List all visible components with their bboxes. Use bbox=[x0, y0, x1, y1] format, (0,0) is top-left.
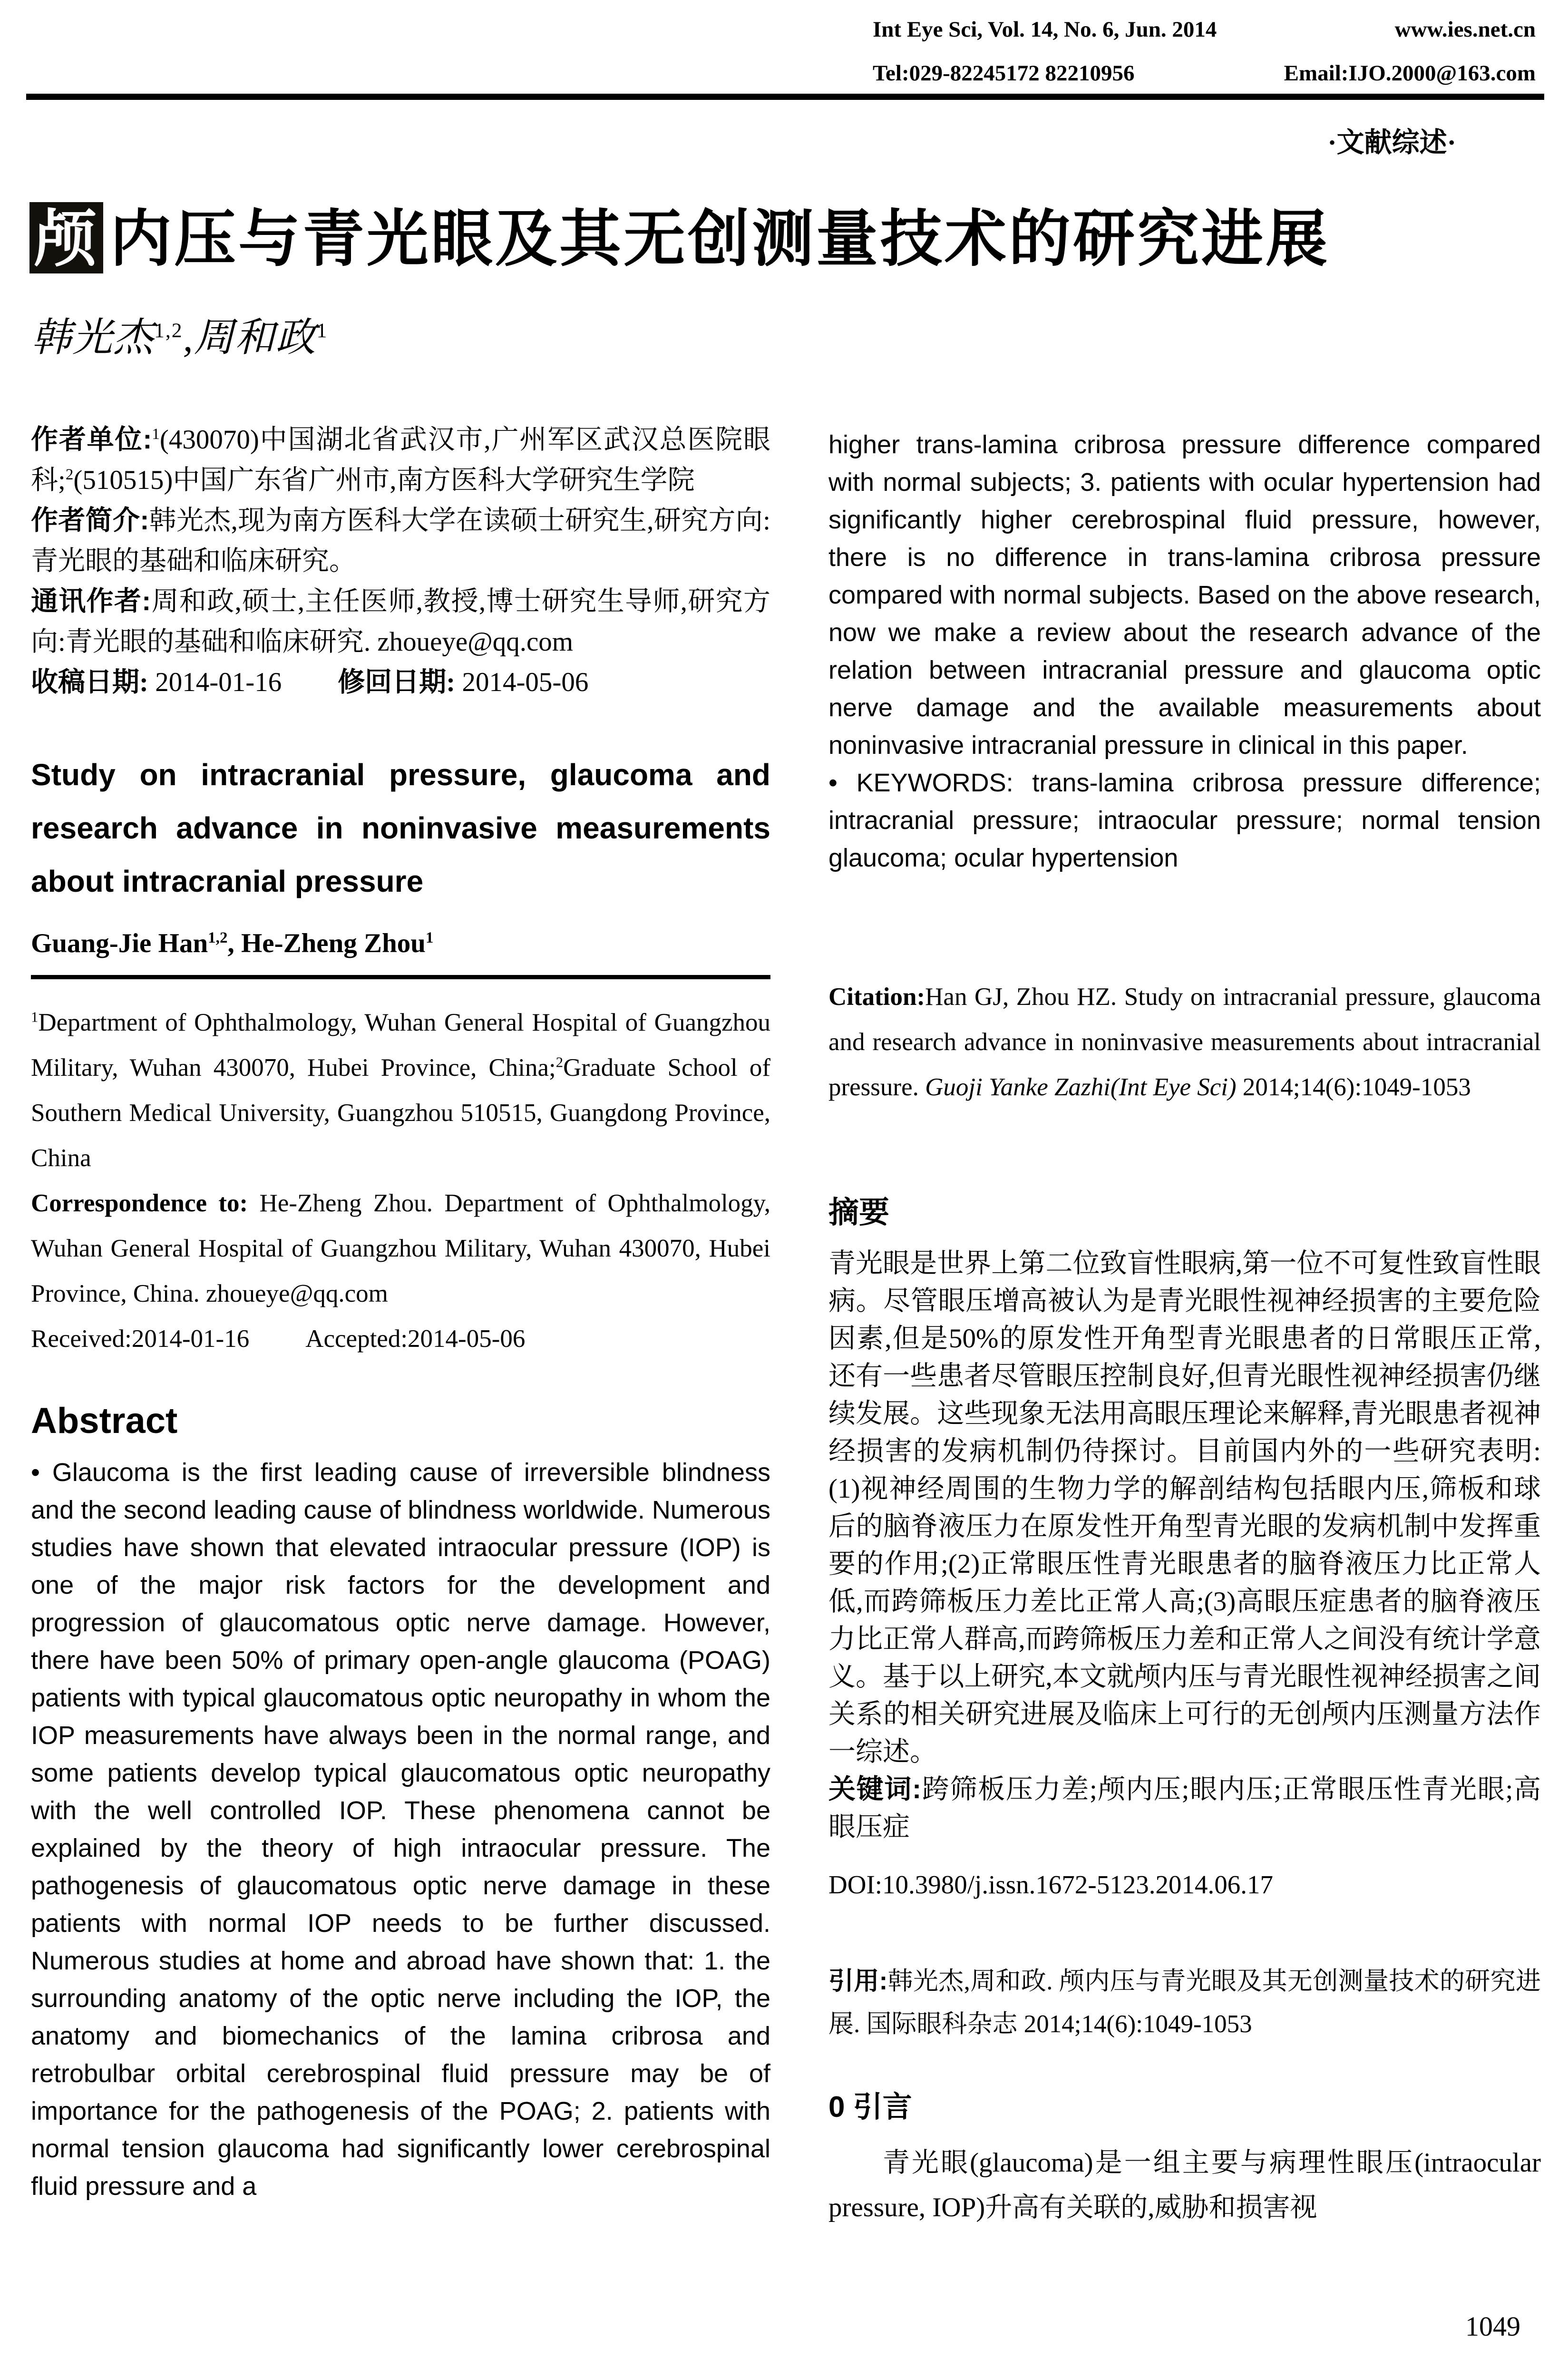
received-cn-label: 收稿日期: bbox=[31, 667, 148, 697]
correspondence-en-text: He-Zheng Zhou. Department of Ophthalmology, Wuhan General Hospital of Guangzhou Military, Wuhan 430070, Hubei Province, China. zhoueye@qq.com bbox=[31, 1189, 770, 1307]
authors-en bbox=[31, 928, 770, 959]
author-cn-1-superscript: 1,2 bbox=[154, 319, 183, 342]
intro-paragraph: 青光眼(glaucoma)是一组主要与病理性眼压(intraocular pressure, IOP)升高有关联的,威胁和损害视 bbox=[828, 2148, 1541, 2222]
citation-cn bbox=[828, 1960, 1541, 2046]
keywords-en-label: KEYWORDS: bbox=[856, 769, 1013, 797]
affiliation-cn bbox=[31, 419, 770, 500]
citation-cn-label: 引用: bbox=[828, 1967, 888, 1995]
revised-cn-label: 修回日期: bbox=[338, 667, 456, 697]
left-column bbox=[31, 419, 770, 2230]
page-number: 1049 bbox=[1465, 2311, 1520, 2342]
citation-en-tail: 2014;14(6):1049-1053 bbox=[1236, 1073, 1471, 1101]
dates-cn bbox=[31, 662, 770, 702]
correspondence-cn-text: 周和政,硕士,主任医师,教授,博士研究生导师,研究方向:青光眼的基础和临床研究. zhoueye@qq.com bbox=[31, 586, 771, 657]
abstract-bullet: • bbox=[31, 1458, 40, 1487]
authors-en-comma: , bbox=[227, 928, 241, 958]
correspondence-cn-label: 通讯作者: bbox=[31, 586, 151, 616]
citation-en-text: Han GJ, Zhou HZ. Study on intracranial pressure, glaucoma and research advance in noninvasive measurements about intracranial pressure. bbox=[828, 983, 1541, 1101]
affiliation-en-sup1: 1 bbox=[31, 1009, 39, 1025]
affiliation-en-sup2: 2 bbox=[555, 1054, 564, 1071]
correspondence-en-label: Correspondence to: bbox=[31, 1189, 248, 1217]
header-line-2 bbox=[873, 51, 1536, 95]
journal-header bbox=[873, 8, 1536, 95]
keywords-bullet: • bbox=[828, 769, 838, 797]
header-divider-rule bbox=[26, 94, 1544, 100]
author-bio-cn-text: 韩光杰,现为南方医科大学在读硕士研究生,研究方向:青光眼的基础和临床研究。 bbox=[31, 506, 771, 576]
title-dropcap: 颅 bbox=[29, 202, 103, 273]
affiliation-cn-label: 作者单位: bbox=[31, 424, 152, 455]
correspondence-cn bbox=[31, 581, 770, 662]
correspondence-en bbox=[31, 1181, 770, 1316]
keywords-en-text: trans-lamina cribrosa pressure difference; intracranial pressure; intraocular pressure; normal tension glaucoma; ocular hypertension bbox=[828, 769, 1541, 872]
author-bio-cn-label: 作者简介: bbox=[31, 505, 149, 536]
citation-en-label: Citation: bbox=[828, 983, 925, 1011]
article-title-cn bbox=[29, 189, 1330, 278]
footnote-divider-rule bbox=[31, 975, 770, 979]
author-en-1: Guang-Jie Han bbox=[31, 928, 208, 958]
keywords-cn bbox=[828, 1771, 1541, 1846]
author-cn-2: 周和政 bbox=[194, 316, 317, 360]
article-type-label: ·文献综述· bbox=[1327, 127, 1456, 158]
citation-en-journal: Guoji Yanke Zazhi(Int Eye Sci) bbox=[925, 1073, 1237, 1101]
title-text-cn: 内压与青光眼及其无创测量技术的研究进展 bbox=[110, 204, 1330, 273]
received-en-date: 2014-01-16 bbox=[131, 1325, 250, 1353]
affiliation-cn-text1: (430070)中国湖北省武汉市,广州军区武汉总医院眼科; bbox=[31, 425, 771, 495]
received-cn-date: 2014-01-16 bbox=[148, 667, 282, 697]
abstract-text-cn: 青光眼是世界上第二位致盲性眼病,第一位不可复性致盲性眼病。尽管眼压增高被认为是青光眼性视神经损害的主要危险因素,但是50%的原发性开角型青光眼患者的日常眼压正常,还有一些患者尽管眼压控制良好,但青光眼性视神经损害仍继续发展。这些现象无法用高眼压理论来解释,青光眼患者视神经损害的发病机制仍待探讨。目前国内外的一些研究表明:(1)视神经周围的生物力学的解剖结构包括眼内压,筛板和球后的脑脊液压力在原发性开角型青光眼的发病机制中发挥重要的作用;(2)正常眼压性青光眼患者的脑脊液压力比正常人低,而跨筛板压力差比正常人高;(3)高眼压症患者的脑脊液压力比正常人群高,而跨筛板压力差和正常人之间没有统计学意义。基于以上研究,本文就颅内压与青光眼性视神经损害之间关系的相关研究进展及临床上可行的无创颅内压测量方法作一综述。 bbox=[828, 1248, 1541, 1767]
keywords-cn-text: 跨筛板压力差;颅内压;眼内压;正常眼压性青光眼;高眼压症 bbox=[828, 1774, 1541, 1842]
journal-email: Email:IJO.2000@163.com bbox=[1284, 61, 1536, 86]
abstract-text-en-right: higher trans-lamina cribrosa pressure difference compared with normal subjects; 3. patients with ocular hypertension had significantly higher cerebrospinal fluid pressure, however, there is no difference in trans-lamina cribrosa pressure compared with normal subjects. Based on the above research, now we make a review about the research advance of the relation between intracranial pressure and glaucoma optic nerve damage and the available measurements about noninvasive intracranial pressure in clinical in this paper. bbox=[828, 430, 1541, 760]
keywords-en bbox=[828, 764, 1541, 877]
abstract-text-en-left bbox=[31, 1454, 770, 2205]
author-en-2: He-Zheng Zhou bbox=[241, 928, 426, 958]
doi-line: DOI:10.3980/j.issn.1672-5123.2014.06.17 bbox=[828, 1870, 1273, 1899]
abstract-text-en-part1: Glaucoma is the first leading cause of irreversible blindness and the second leading cause of blindness worldwide. Numerous studies have shown that elevated intraocular pressure (IOP) is one of the major risk factors for the development and progression of glaucomatous optic nerve damage. However, there have been 50% of primary open-angle glaucoma (POAG) patients with typical glaucomatous optic neuropathy in whom the IOP measurements have always been in the normal range, and some patients develop typical glaucomatous optic neuropathy with the well controlled IOP. These phenomena cannot be explained by the theory of high intraocular pressure. The pathogenesis of glaucomatous optic nerve damage in these patients with normal IOP needs to be further discussed. Numerous studies at home and abroad have shown that: 1. the surrounding anatomy of the optic nerve including the IOP, the anatomy and biomechanics of the lamina cribrosa and retrobulbar orbital cerebrospinal fluid pressure may be of importance for the pathogenesis of the POAG; 2. patients with normal tension glaucoma had significantly lower cerebrospinal fluid pressure and a bbox=[31, 1458, 770, 2201]
affiliation-en bbox=[31, 1000, 770, 1181]
affiliation-cn-text2: (510515)中国广东省广州市,南方医科大学研究生学院 bbox=[73, 465, 695, 495]
journal-website: www.ies.net.cn bbox=[1394, 17, 1536, 42]
dates-en bbox=[31, 1316, 770, 1362]
revised-cn-date: 2014-05-06 bbox=[455, 667, 589, 697]
affiliation-cn-sup1: 1 bbox=[152, 426, 160, 443]
intro-heading: 0 引言 bbox=[828, 2091, 912, 2124]
received-en-label: Received: bbox=[31, 1325, 132, 1353]
affiliation-en-block bbox=[31, 1000, 770, 1362]
author-cn-2-superscript: 1 bbox=[316, 319, 328, 342]
accepted-en-label: Accepted: bbox=[305, 1325, 408, 1353]
affiliation-cn-sup2: 2 bbox=[65, 466, 74, 483]
journal-tel: Tel:029-82245172 82210956 bbox=[873, 61, 1135, 86]
authors-cn-comma: , bbox=[183, 316, 194, 360]
right-column bbox=[828, 419, 1541, 2230]
citation-en bbox=[828, 974, 1541, 1110]
author-bio-cn bbox=[31, 500, 770, 581]
authors-cn bbox=[31, 305, 328, 363]
accepted-en-date: 2014-05-06 bbox=[408, 1325, 526, 1353]
citation-cn-text: 韩光杰,周和政. 颅内压与青光眼及其无创测量技术的研究进展. 国际眼科杂志 2014;14(6):1049-1053 bbox=[828, 1968, 1541, 2038]
author-en-1-superscript: 1,2 bbox=[208, 929, 228, 946]
article-title-en: Study on intracranial pressure, glaucoma and research advance in noninvasive measurements about intracranial pressure bbox=[31, 758, 770, 898]
chinese-meta-block bbox=[31, 419, 770, 702]
abstract-heading-cn: 摘要 bbox=[828, 1195, 889, 1229]
abstract-heading-en: Abstract bbox=[31, 1401, 178, 1441]
journal-issue: Int Eye Sci, Vol. 14, No. 6, Jun. 2014 bbox=[873, 17, 1217, 42]
affiliation-en-text1: Department of Ophthalmology, Wuhan General Hospital of Guangzhou Military, Wuhan 430070, Hubei Province, China; bbox=[31, 1009, 770, 1081]
affiliation-en-text2: Graduate School of Southern Medical University, Guangzhou 510515, Guangdong Province, China bbox=[31, 1054, 770, 1172]
keywords-cn-label: 关键词: bbox=[828, 1774, 922, 1804]
header-line-1 bbox=[873, 8, 1536, 51]
author-en-2-superscript: 1 bbox=[425, 929, 434, 946]
two-column-body bbox=[31, 419, 1541, 2230]
author-cn-1: 韩光杰 bbox=[31, 316, 155, 360]
